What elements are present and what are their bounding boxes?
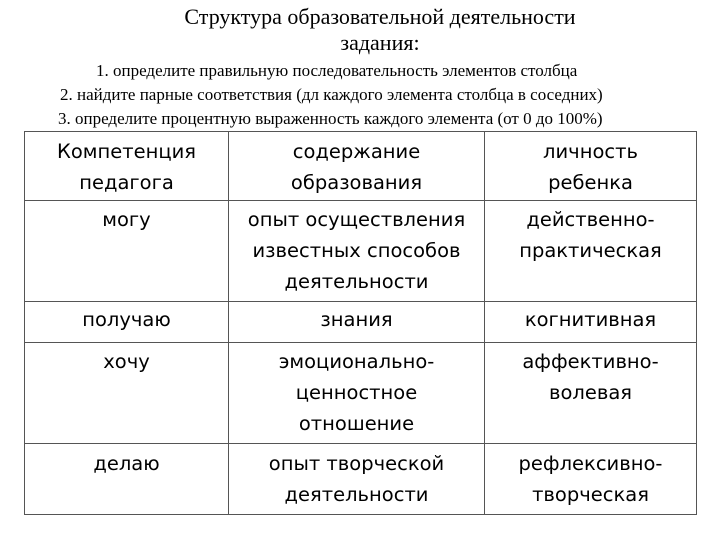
table-cell: хочу [25, 343, 229, 444]
header-cell-competence: Компетенция педагога [25, 132, 229, 201]
table-cell: получаю [25, 302, 229, 343]
table-row [25, 444, 697, 515]
table-row [25, 302, 697, 343]
table-cell: аффективно- волевая [485, 343, 697, 444]
page-title: Структура образовательной деятельности [184, 4, 576, 29]
header-cell-personality: личность ребенка [485, 132, 697, 201]
instruction-2: 2. найдите парные соответствия (дл каждого элемента столбца в соседних) [60, 85, 603, 104]
table-cell: могу [25, 201, 229, 302]
instruction-1: 1. определите правильную последовательность элементов столбца [96, 61, 578, 80]
table-cell: знания [229, 302, 485, 343]
table-header-row [25, 132, 697, 201]
table-cell: рефлексивно- творческая [485, 444, 697, 515]
table-cell: делаю [25, 444, 229, 515]
structure-table [24, 131, 697, 515]
table-row [25, 343, 697, 444]
page-subtitle: задания: [340, 30, 420, 55]
table-cell: когнитивная [485, 302, 697, 343]
header-cell-content: содержание образования [229, 132, 485, 201]
instruction-3: 3. определите процентную выраженность каждого элемента (от 0 до 100%) [58, 109, 603, 128]
table-cell: опыт осуществления известных способов деятельности [229, 201, 485, 302]
table-cell: опыт творческой деятельности [229, 444, 485, 515]
table-cell: эмоционально- ценностное отношение [229, 343, 485, 444]
table-row [25, 201, 697, 302]
table-cell: действенно- практическая [485, 201, 697, 302]
